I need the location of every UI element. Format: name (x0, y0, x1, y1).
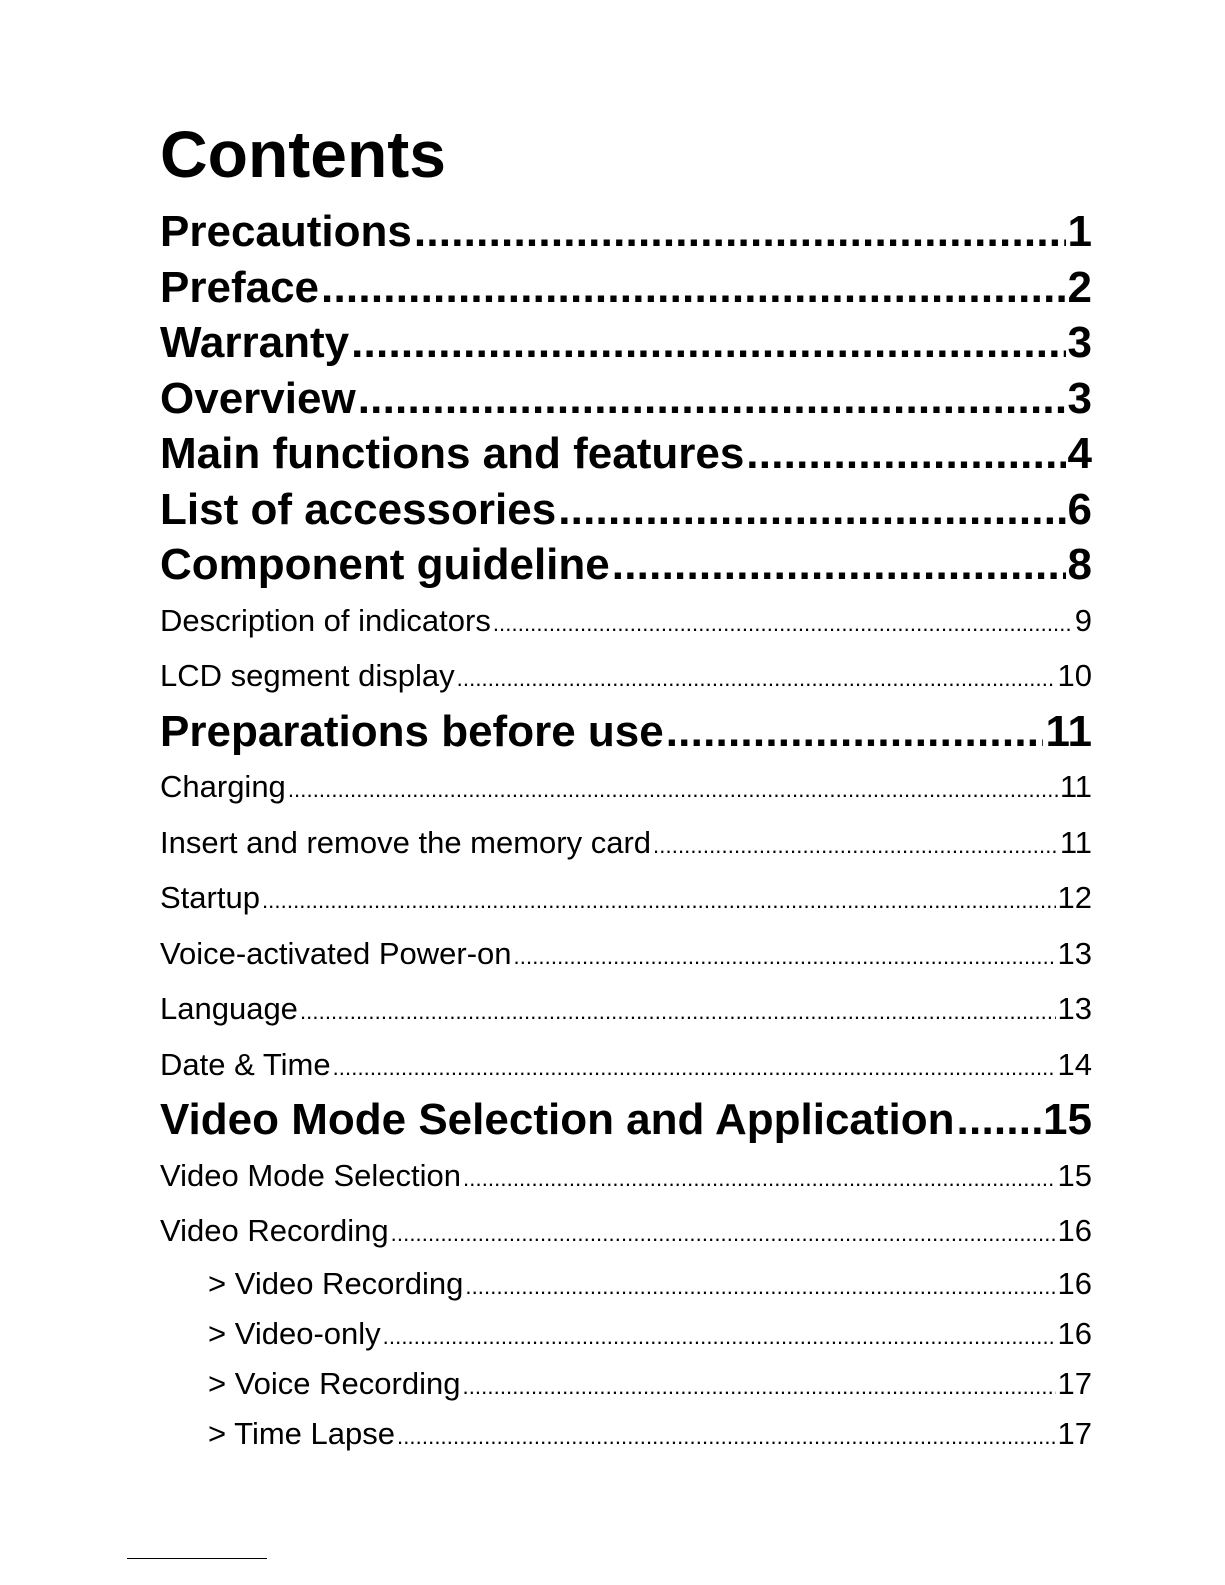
toc-entry-memory-card[interactable] (160, 815, 1092, 871)
toc-entry-label: Warranty (160, 318, 350, 367)
dot-leader (493, 593, 1073, 649)
toc-entry-indicators[interactable] (160, 593, 1092, 649)
dot-leader (262, 870, 1056, 926)
toc-entry-label: LCD segment display (160, 658, 455, 693)
toc-entry-video-mode-application[interactable] (160, 1092, 1092, 1148)
dot-leader (558, 482, 1065, 538)
toc-entry-label: Preface (160, 262, 320, 312)
toc-entry-warranty[interactable] (160, 315, 1092, 371)
toc-entry-label: Charging (160, 769, 286, 804)
dot-leader (351, 315, 1065, 371)
toc-page (160, 118, 1092, 1459)
toc-page-number: 15 (1043, 1095, 1092, 1144)
toc-entry-lcd-display[interactable] (160, 648, 1092, 704)
toc-entry-charging[interactable] (160, 759, 1092, 815)
toc-entry-sub-video-only[interactable] (160, 1309, 1092, 1359)
toc-page-number: 11 (1045, 706, 1092, 756)
dot-leader (414, 204, 1066, 260)
toc-page-number: 10 (1057, 658, 1092, 693)
dot-leader (462, 1359, 1055, 1409)
dot-leader (653, 815, 1058, 871)
toc-entry-sub-time-lapse[interactable] (160, 1409, 1092, 1459)
dot-leader (397, 1409, 1056, 1459)
dot-leader (457, 648, 1056, 704)
toc-entry-label: Startup (160, 880, 260, 915)
toc-page-number: 16 (1057, 1315, 1092, 1351)
toc-entry-video-recording[interactable] (160, 1203, 1092, 1259)
dot-leader (746, 426, 1065, 482)
toc-page-number: 16 (1057, 1265, 1092, 1301)
toc-entry-label: Main functions and features (160, 429, 745, 478)
toc-entry-sub-video-recording[interactable] (160, 1259, 1092, 1309)
toc-entry-label: Precautions (160, 207, 412, 256)
toc-entry-precautions[interactable] (160, 204, 1092, 260)
toc-entry-video-mode-selection[interactable] (160, 1148, 1092, 1204)
toc-entry-voice-power-on[interactable] (160, 926, 1092, 982)
dot-leader (391, 1203, 1056, 1259)
toc-entry-accessories[interactable] (160, 482, 1092, 538)
toc-entry-label: Voice-activated Power-on (160, 935, 512, 971)
dot-leader (666, 704, 1044, 760)
toc-entry-label: Insert and remove the memory card (160, 824, 652, 860)
toc-entry-label: Language (160, 991, 298, 1026)
toc-page-number: 14 (1057, 1046, 1092, 1082)
toc-entry-language[interactable] (160, 981, 1092, 1037)
toc-page-number: 15 (1057, 1157, 1092, 1193)
toc-page-number: 13 (1057, 991, 1092, 1026)
toc-entry-preface[interactable] (160, 260, 1092, 316)
toc-entry-main-functions[interactable] (160, 426, 1092, 482)
toc-entry-date-time[interactable] (160, 1037, 1092, 1093)
toc-entry-label: List of accessories (160, 484, 557, 534)
toc-page-number: 3 (1067, 373, 1092, 423)
toc-page-number: 13 (1057, 935, 1092, 971)
page-title: Contents (160, 117, 446, 191)
toc-page-number: 9 (1074, 602, 1092, 638)
dot-leader (463, 1148, 1055, 1204)
toc-page-number: 16 (1057, 1213, 1092, 1248)
dot-leader (333, 1037, 1056, 1093)
toc-page-number: 6 (1067, 484, 1092, 534)
dot-leader (957, 1092, 1042, 1148)
dot-leader (612, 537, 1066, 593)
toc-entry-label: > Video-only (208, 1315, 381, 1351)
toc-entry-label: Description of indicators (160, 602, 491, 638)
toc-entry-sub-voice-recording[interactable] (160, 1359, 1092, 1409)
toc-page-number: 17 (1057, 1365, 1092, 1401)
dot-leader (383, 1309, 1056, 1359)
toc-entry-preparations[interactable] (160, 704, 1092, 760)
dot-leader (358, 371, 1066, 427)
toc-page-number: 11 (1059, 769, 1092, 804)
toc-entry-label: Overview (160, 373, 356, 423)
toc-entry-label: Date & Time (160, 1046, 331, 1082)
toc-page-number: 12 (1057, 880, 1092, 915)
toc-page-number: 17 (1057, 1415, 1092, 1451)
toc-entry-label: > Time Lapse (208, 1415, 395, 1451)
toc-page-number: 8 (1067, 540, 1092, 589)
toc-entry-label: > Voice Recording (208, 1365, 461, 1401)
toc-list (160, 204, 1092, 1459)
toc-entry-overview[interactable] (160, 371, 1092, 427)
toc-page-number: 2 (1067, 262, 1092, 312)
toc-page-number: 3 (1067, 318, 1092, 367)
footer-rule (127, 1558, 267, 1559)
toc-entry-startup[interactable] (160, 870, 1092, 926)
dot-leader (514, 926, 1056, 982)
toc-entry-label: Preparations before use (160, 706, 664, 756)
toc-entry-label: Video Mode Selection and Application (160, 1095, 955, 1144)
dot-leader (300, 981, 1056, 1037)
dot-leader (288, 759, 1058, 815)
dot-leader (321, 260, 1066, 316)
dot-leader (465, 1259, 1055, 1309)
toc-entry-label: Video Recording (160, 1213, 389, 1248)
toc-entry-label: > Video Recording (208, 1265, 464, 1301)
toc-entry-component-guideline[interactable] (160, 537, 1092, 593)
toc-entry-label: Video Mode Selection (160, 1157, 462, 1193)
toc-page-number: 4 (1067, 429, 1092, 478)
toc-page-number: 11 (1059, 824, 1092, 860)
toc-page-number: 1 (1067, 207, 1092, 256)
toc-entry-label: Component guideline (160, 540, 610, 589)
